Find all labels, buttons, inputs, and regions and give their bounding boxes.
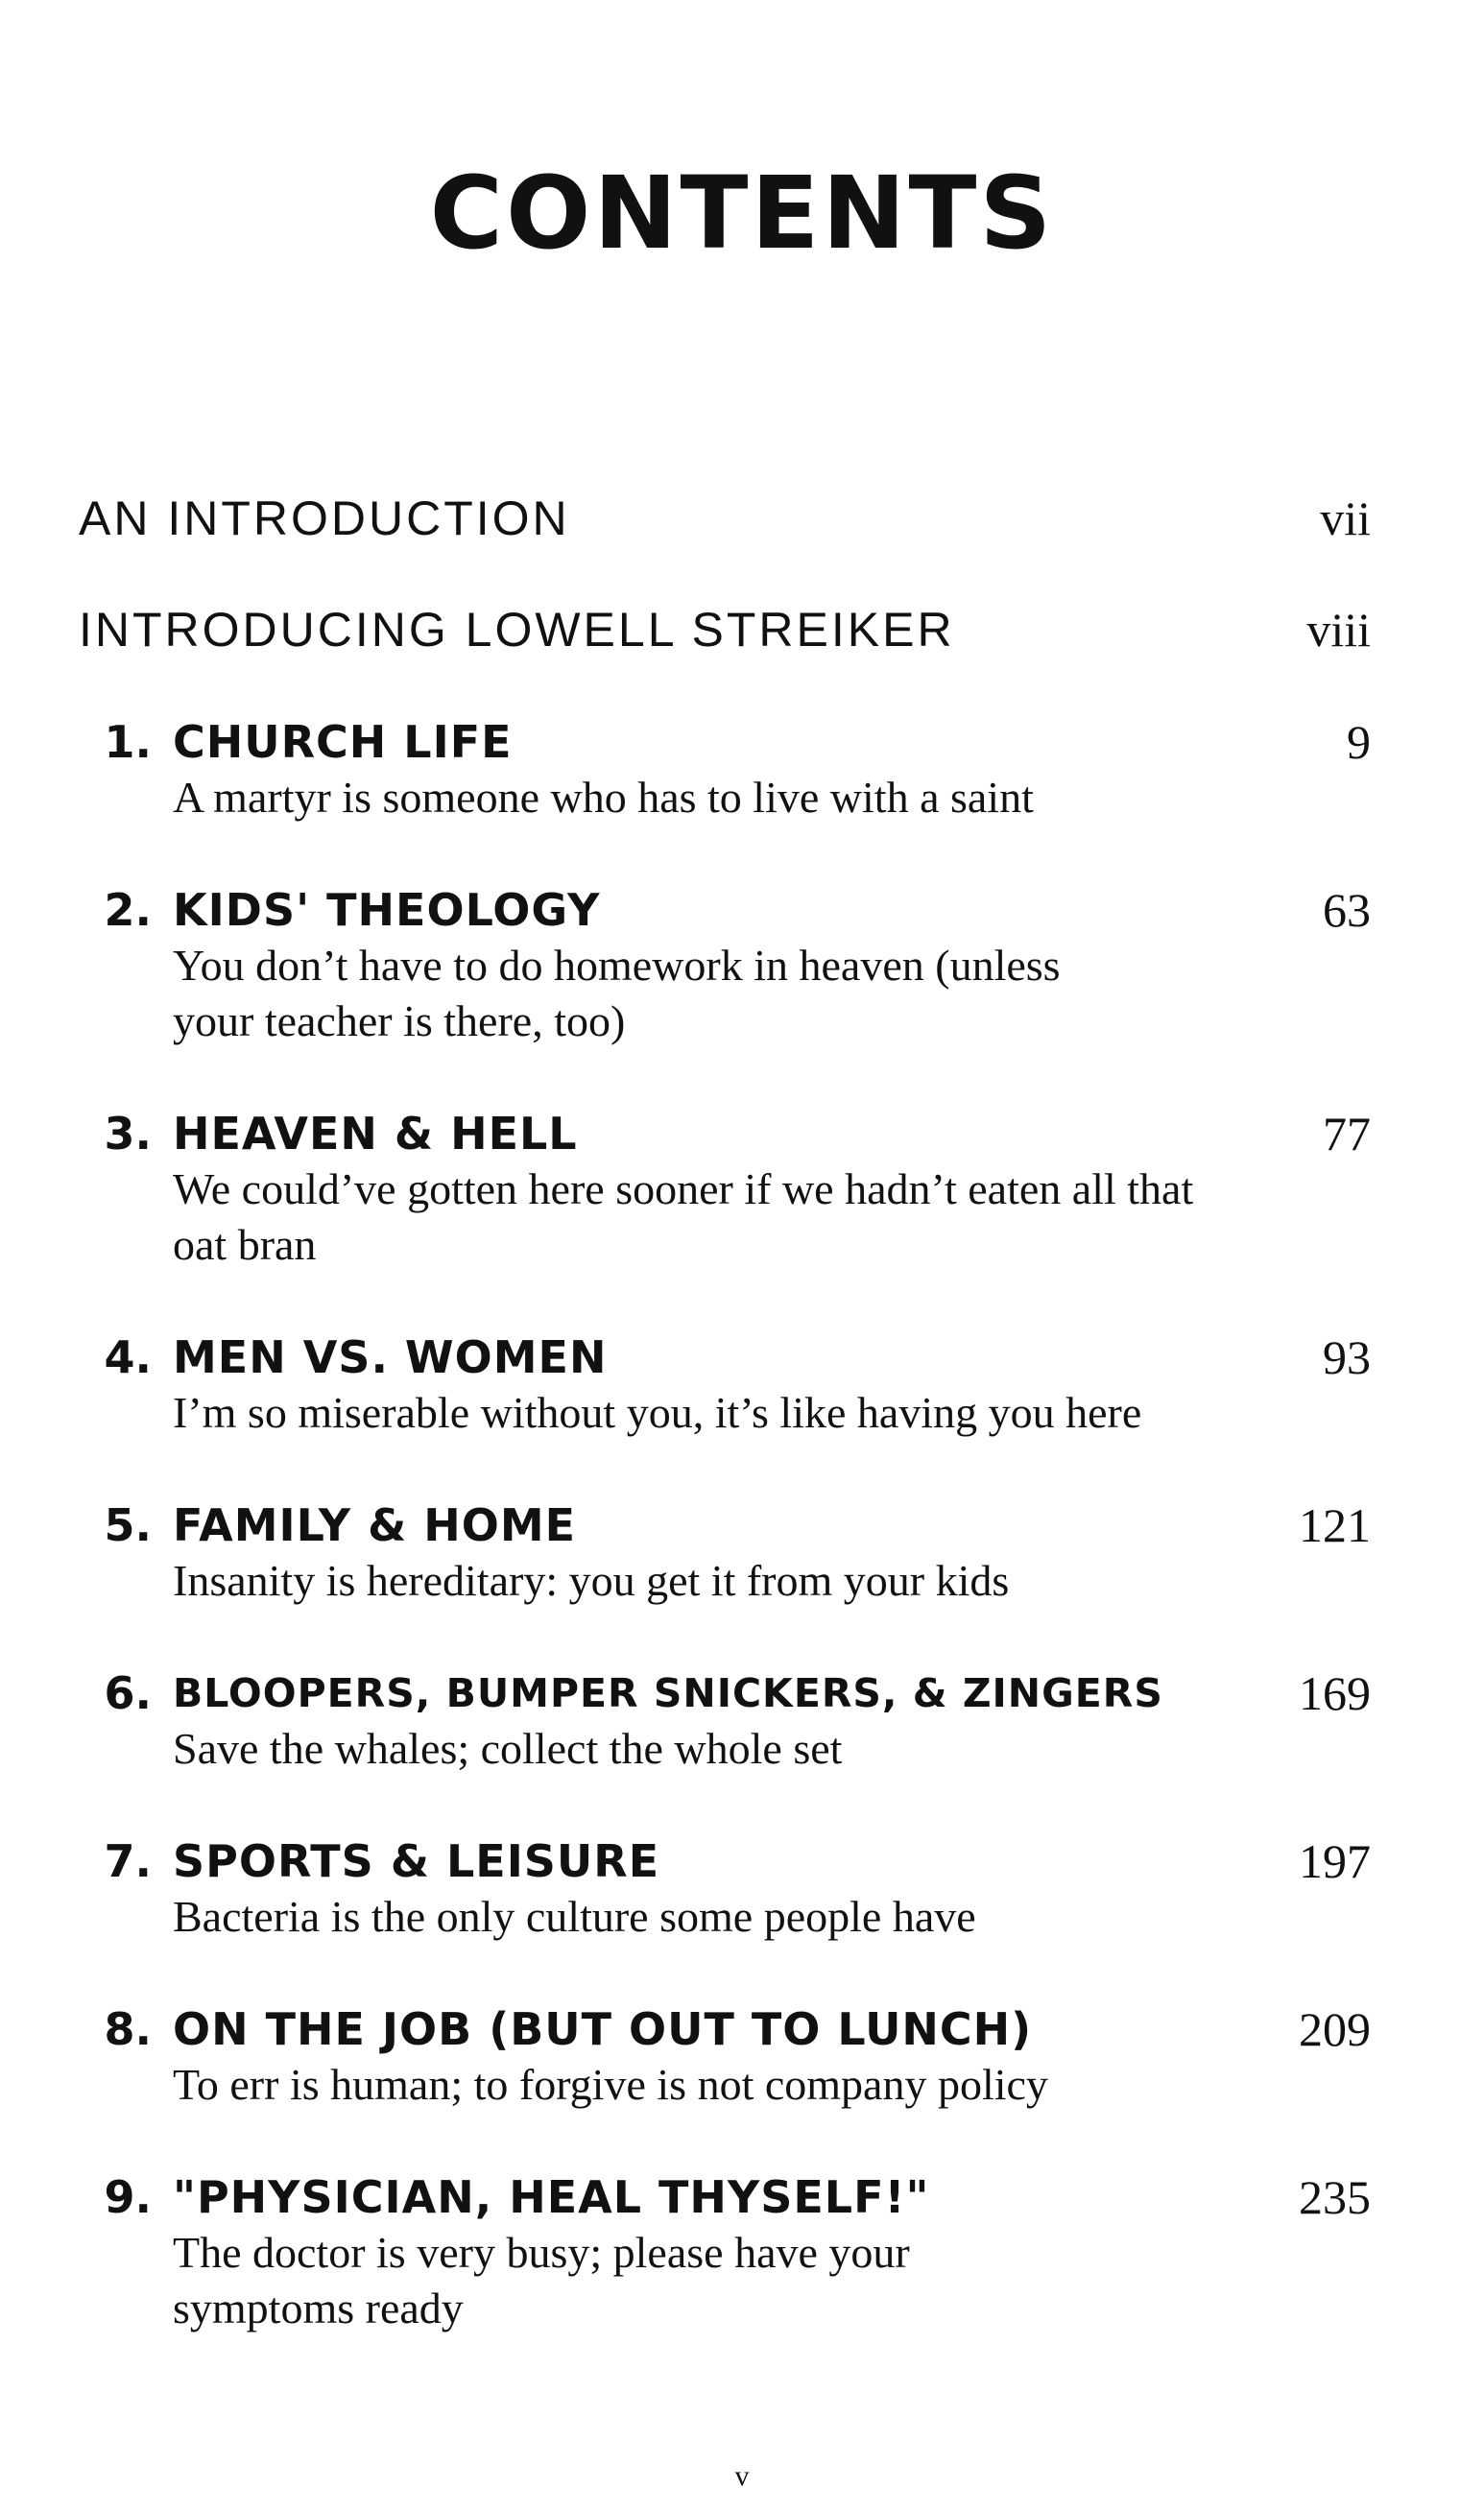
chapter-subtitle: We could’ve gotten here sooner if we hadn’t eaten all that oat bran	[173, 1164, 1194, 1269]
toc-entry-introduction[interactable]	[79, 485, 1371, 552]
chapter-page: 121	[1299, 1498, 1371, 1552]
chapter-subtitle: The doctor is very busy; please have your symptoms ready	[173, 2228, 910, 2333]
chapter-number: 1.	[104, 716, 152, 768]
toc-entry-introducing-author[interactable]	[79, 596, 1371, 663]
page-folio: v	[734, 2460, 750, 2492]
chapter-page: 197	[1299, 1834, 1371, 1888]
toc-entry-page: vii	[1320, 491, 1371, 545]
chapter-page: 63	[1323, 883, 1371, 937]
chapter-number: 4.	[104, 1331, 152, 1383]
toc-entry-page: viii	[1306, 603, 1371, 657]
chapter-number: 6.	[104, 1667, 152, 1719]
chapter-number: 7.	[104, 1835, 152, 1887]
chapter-number: 8.	[104, 2003, 152, 2055]
chapter-page: 209	[1299, 2002, 1371, 2056]
chapter-title: MEN VS. WOMEN	[173, 1331, 608, 1383]
chapter-subtitle: Bacteria is the only culture some people have	[173, 1892, 976, 1941]
chapter-title: HEAVEN & HELL	[173, 1108, 578, 1160]
chapter-title: FAMILY & HOME	[173, 1499, 577, 1551]
chapter-subtitle: I’m so miserable without you, it’s like having you here	[173, 1388, 1142, 1437]
chapter-subtitle: Save the whales; collect the whole set	[173, 1724, 843, 1773]
chapter-title: CHURCH LIFE	[173, 716, 513, 768]
chapter-page: 9	[1347, 715, 1371, 769]
chapter-page: 93	[1323, 1330, 1371, 1384]
chapter-title: KIDS' THEOLOGY	[173, 884, 601, 936]
chapter-number: 2.	[104, 884, 152, 936]
chapter-subtitle: You don’t have to do homework in heaven (unless your teacher is there, too)	[173, 941, 1061, 1045]
chapter-subtitle: To err is human; to forgive is not company policy	[173, 2060, 1048, 2109]
chapter-number: 3.	[104, 1108, 152, 1160]
chapter-title: SPORTS & LEISURE	[173, 1835, 660, 1887]
chapter-page: 235	[1299, 2170, 1371, 2224]
chapter-page: 169	[1299, 1666, 1371, 1720]
chapter-number: 5.	[104, 1499, 152, 1551]
chapter-subtitle: Insanity is hereditary: you get it from your kids	[173, 1556, 1010, 1605]
toc-entry-title: AN INTRODUCTION	[79, 491, 570, 545]
chapter-number: 9.	[104, 2171, 152, 2223]
chapter-page: 77	[1323, 1107, 1371, 1160]
page-title: CONTENTS	[429, 155, 1055, 272]
chapter-title: BLOOPERS, BUMPER SNICKERS, & ZINGERS	[173, 1670, 1163, 1716]
chapter-title: "PHYSICIAN, HEAL THYSELF!"	[173, 2171, 930, 2223]
chapter-title: ON THE JOB (BUT OUT TO LUNCH)	[173, 2003, 1033, 2055]
chapter-subtitle: A martyr is someone who has to live with a saint	[173, 773, 1034, 822]
toc-entry-title: INTRODUCING LOWELL STREIKER	[79, 603, 955, 657]
